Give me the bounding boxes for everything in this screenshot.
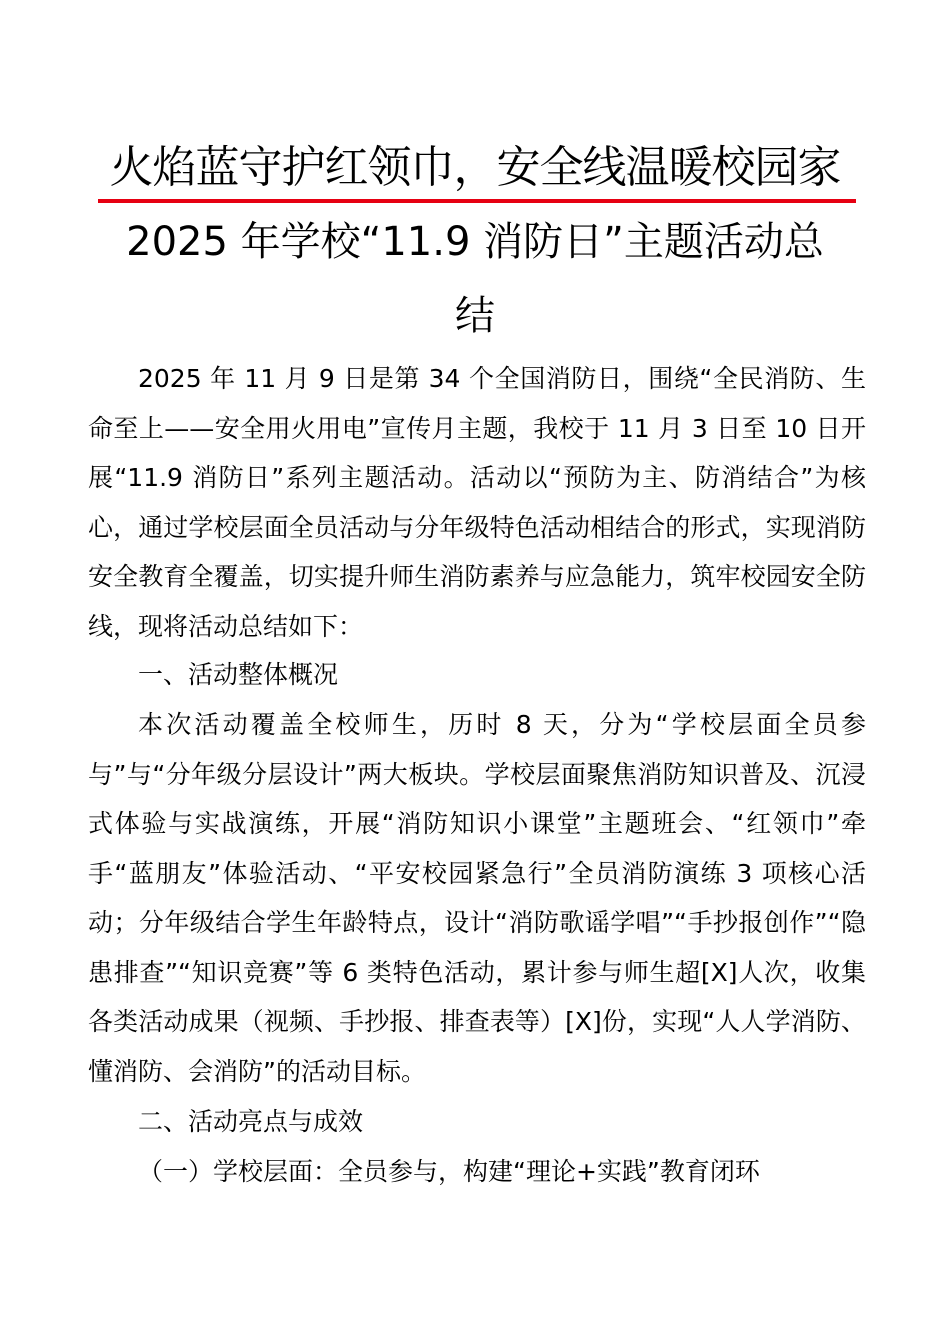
document-headline: 火焰蓝守护红领巾，安全线温暖校园家 — [109, 142, 841, 193]
subsection-1 — [88, 1147, 866, 1197]
red-rule-divider — [98, 199, 856, 203]
intro-paragraph: 2025 年 11 月 9 日是第 34 个全国消防日，围绕“全民消防、生命至上——安全用火用电”宣传月主题，我校于 11 月 3 日至 10 日开展“11.9 消防日”系列主题活动。活动以“预防为主、防消结合”为核心，通过学校层面全员活动与分年级特色活动相结合的形式，实现消防安全教育全覆盖，切实提升师生消防素养与应急能力，筑牢校园安全防线，现将活动总结如下： — [88, 364, 866, 641]
section-1 — [88, 650, 866, 700]
section-1-paragraph: 本次活动覆盖全校师生，历时 8 天，分为“学校层面全员参与”与“分年级分层设计”两大板块。学校层面聚焦消防知识普及、沉浸式体验与实战演练，开展“消防知识小课堂”主题班会、“红领巾”牵手“蓝朋友”体验活动、“平安校园紧急行”全员消防演练 3 项核心活动；分年级结合学生年龄特点，设计“消防歌谣学唱”“手抄报创作”“隐患排查”“知识竞赛”等 6 类特色活动，累计参与师生超[X]人次，收集各类活动成果（视频、手抄报、排查表等）[X]份，实现“人人学消防、懂消防、会消防”的活动目标。 — [88, 710, 866, 1086]
intro-section — [88, 354, 866, 651]
document-title-line-1: 2025 年学校“11.9 消防日”主题活动总 — [126, 219, 824, 265]
section-1-heading: 一、活动整体概况 — [138, 660, 339, 689]
section-2 — [88, 1097, 866, 1147]
document-title-line-2: 结 — [455, 293, 495, 339]
section-1-content — [88, 700, 866, 1096]
section-2-heading: 二、活动亮点与成效 — [138, 1107, 364, 1136]
subsection-1-heading: （一）学校层面：全员参与，构建“理论+实践”教育闭环 — [138, 1157, 760, 1186]
